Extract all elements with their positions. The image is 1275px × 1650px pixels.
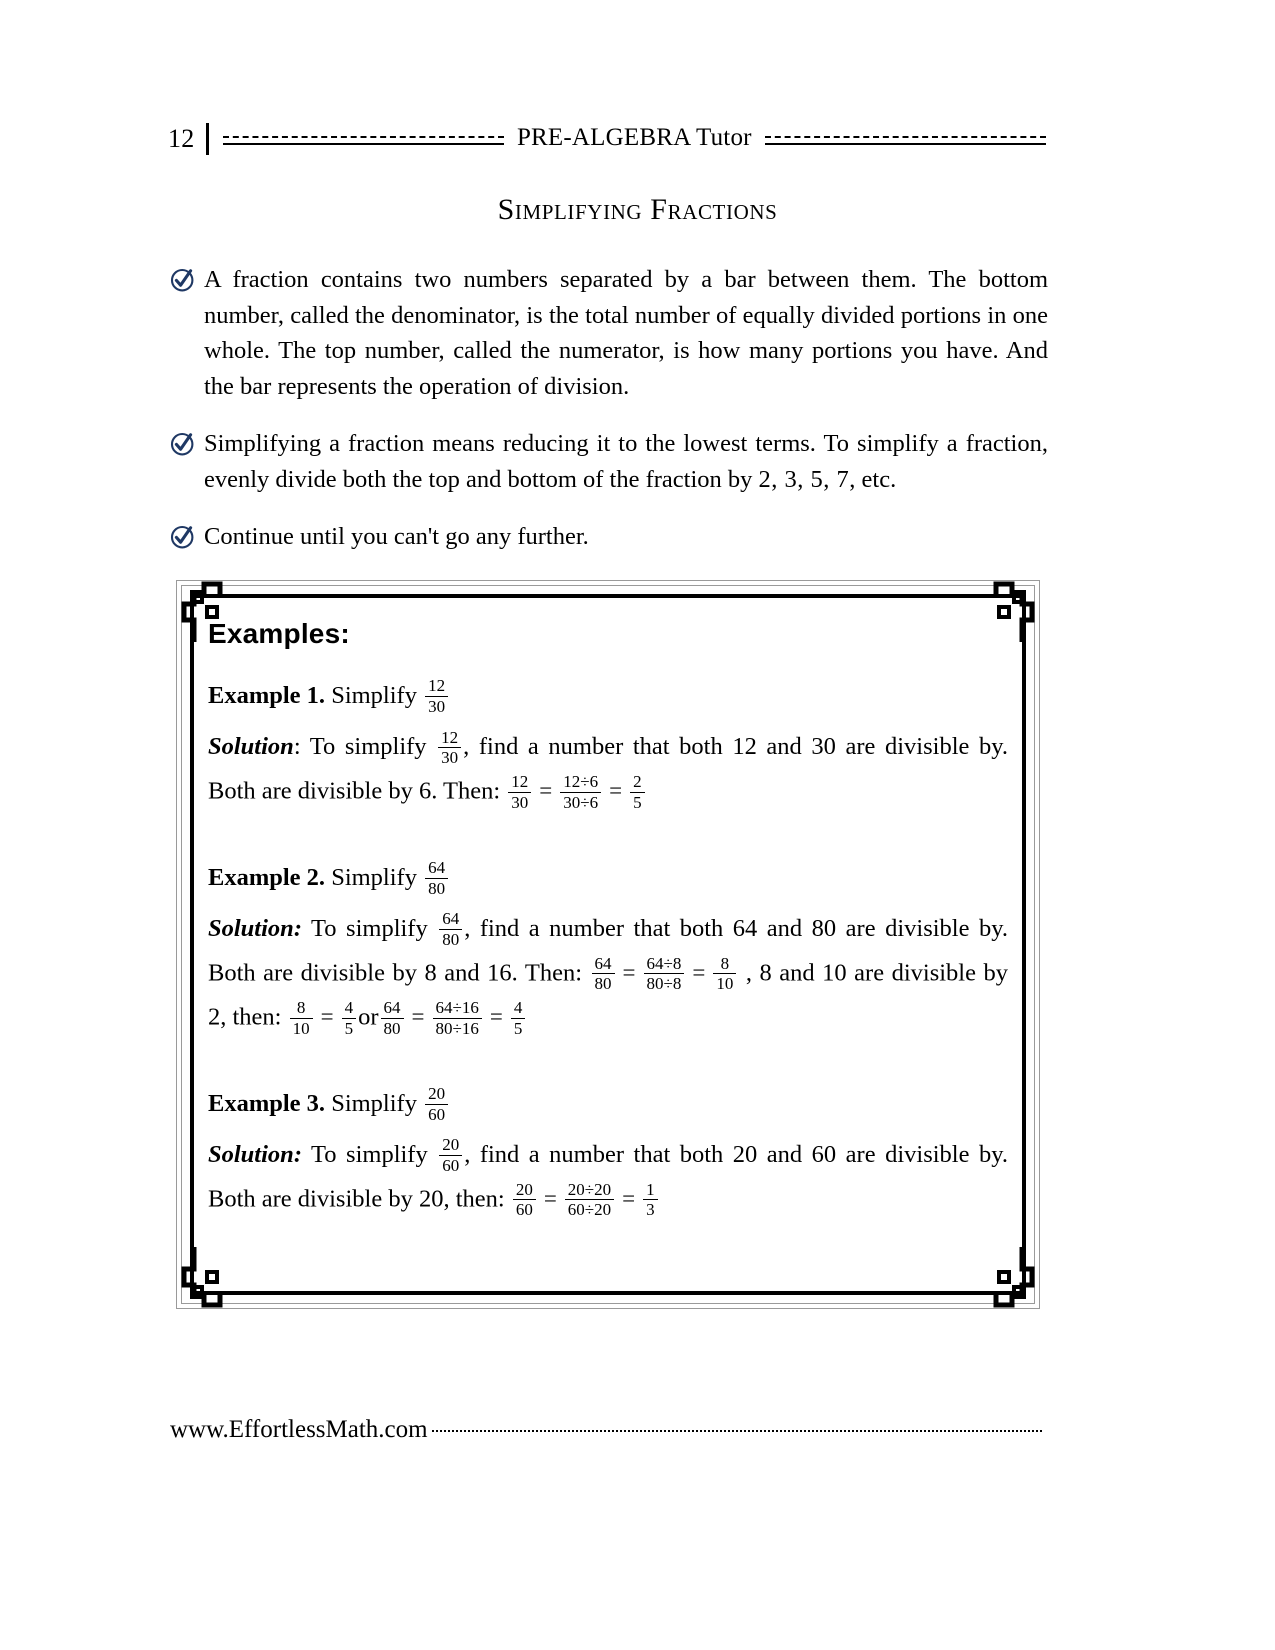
equals-sign: = — [411, 1004, 425, 1030]
bullet-list — [170, 262, 1048, 577]
fraction-denominator: 80 — [383, 1018, 401, 1038]
fraction-numerator: 64÷16 — [433, 999, 482, 1019]
spacer — [208, 1054, 1008, 1084]
fraction — [630, 773, 645, 812]
page-header — [168, 118, 1046, 160]
solution-label: Solution — [208, 733, 294, 761]
fraction-numerator: 64÷8 — [644, 955, 685, 975]
fraction-denominator: 10 — [292, 1018, 310, 1038]
check-circle-icon — [170, 262, 204, 293]
fraction — [381, 999, 404, 1038]
example-title — [208, 1084, 1008, 1125]
fraction-numerator: 12 — [438, 729, 461, 749]
fraction-denominator: 10 — [716, 974, 734, 994]
fraction-denominator: 5 — [344, 1018, 354, 1038]
equals-sign: = — [609, 778, 623, 804]
fraction — [425, 1085, 448, 1124]
equals-sign: = — [543, 1185, 557, 1211]
example-prompt: Simplify — [331, 682, 417, 709]
fraction-numerator: 64 — [439, 910, 462, 930]
footer-dotted-leader — [432, 1430, 1042, 1432]
fraction-numerator: 64 — [425, 859, 448, 879]
example-label: Example 1. — [208, 682, 326, 709]
fraction-denominator: 60 — [442, 1156, 460, 1176]
equation-conjunction: or — [358, 1003, 379, 1031]
example-prompt: Simplify — [331, 863, 417, 891]
fraction-denominator: 80÷8 — [646, 974, 682, 994]
example-solution — [208, 907, 1008, 1040]
example-solution — [208, 725, 1008, 813]
fraction-denominator: 5 — [633, 792, 642, 812]
solution-lead: To simplify — [301, 914, 438, 942]
examples-content — [208, 618, 1008, 1287]
bullet-text-part2: , etc. — [849, 465, 897, 493]
solution-label: Solution — [208, 1140, 294, 1168]
fraction-numerator: 8 — [290, 999, 313, 1019]
equals-sign: = — [622, 959, 636, 985]
fraction-denominator: 30 — [428, 697, 446, 717]
fraction — [425, 677, 448, 716]
bullet-text — [204, 426, 1048, 497]
fraction — [508, 773, 531, 812]
list-item — [170, 519, 1048, 555]
fraction-numerator: 4 — [511, 999, 526, 1019]
solution-colon: : — [293, 914, 302, 942]
fraction — [439, 910, 462, 949]
fraction-denominator: 3 — [646, 1200, 655, 1220]
fraction-numerator: 12÷6 — [560, 773, 601, 793]
fraction — [713, 955, 736, 994]
solution-tail: , 8 and 10 are divisible by 2, then: — [208, 959, 1008, 1031]
fraction — [592, 955, 615, 994]
fraction — [513, 1181, 536, 1220]
check-circle-icon — [170, 519, 204, 550]
equals-sign: = — [539, 778, 553, 804]
fraction-numerator: 20 — [513, 1181, 536, 1201]
fraction-denominator: 30 — [441, 748, 459, 768]
fraction-numerator: 8 — [713, 955, 736, 975]
fraction-denominator: 80÷16 — [435, 1018, 479, 1038]
fraction — [438, 729, 461, 768]
fraction — [560, 773, 601, 812]
equals-sign: = — [320, 1004, 334, 1030]
fraction — [643, 1181, 658, 1220]
fraction-numerator: 64 — [592, 955, 615, 975]
solution-lead: To simplify — [301, 1140, 438, 1168]
bullet-text: A fraction contains two numbers separated by a bar between them. The bottom number, called the denominator, is the total number of equally divided portions in one whole. The top number, called the numerator, is how many portions you have. And the bar represents the operation of division. — [204, 266, 1048, 400]
solution-colon: : — [293, 733, 301, 761]
examples-box — [168, 572, 1048, 1317]
bullet-text-part1: Simplifying a fraction means reducing it to the lowest terms. To simplify a fraction, evenly divide both the top and bottom of the fraction by — [204, 430, 1048, 493]
fraction-denominator: 80 — [428, 878, 446, 898]
fraction-denominator: 80 — [594, 974, 612, 994]
fraction-numerator: 20÷20 — [565, 1181, 614, 1201]
example-label: Example 2. — [208, 863, 326, 891]
example-title — [208, 676, 1008, 717]
fraction-denominator: 30÷6 — [563, 792, 599, 812]
list-item — [170, 426, 1048, 497]
equals-sign: = — [622, 1185, 636, 1211]
equals-sign: = — [489, 1004, 503, 1030]
fraction-numerator: 64 — [381, 999, 404, 1019]
fraction-denominator: 80 — [442, 929, 460, 949]
example-block-2 — [208, 858, 1008, 1040]
example-solution — [208, 1133, 1008, 1221]
fraction-denominator: 60 — [428, 1104, 446, 1124]
header-rule-right — [765, 136, 1046, 145]
example-block-1 — [208, 676, 1008, 814]
footer-url[interactable]: www.EffortlessMath.com — [170, 1416, 428, 1443]
fraction-numerator: 12 — [508, 773, 531, 793]
fraction — [644, 955, 685, 994]
fraction — [433, 999, 482, 1038]
fraction-denominator: 60÷20 — [567, 1200, 612, 1220]
fraction-numerator: 2 — [630, 773, 645, 793]
solution-mid: , find a number that both 12 and 30 are divisible by. Both are divisible by 6. Then: — [208, 733, 1009, 805]
spacer — [208, 828, 1008, 858]
example-block-3 — [208, 1084, 1008, 1222]
fraction — [511, 999, 526, 1038]
solution-label: Solution — [208, 914, 294, 942]
solution-mid: , find a number that both 64 and 80 are divisible by. Both are divisible by 8 and 16. Then: — [208, 914, 1008, 987]
fraction — [290, 999, 313, 1038]
example-title — [208, 858, 1008, 899]
fraction-numerator: 1 — [643, 1181, 658, 1201]
fraction-denominator: 5 — [513, 1018, 523, 1038]
page-title: Simplifying Fractions — [497, 193, 778, 226]
page-footer — [170, 1416, 1042, 1444]
header-rule-left — [223, 136, 504, 145]
fraction — [565, 1181, 614, 1220]
solution-colon: : — [293, 1140, 302, 1168]
solution-mid: , find a number that both 20 and 60 are divisible by. Both are divisible by 20, then: — [208, 1140, 1008, 1213]
check-circle-icon — [170, 426, 204, 457]
solution-lead: To simplify — [300, 733, 437, 761]
list-item — [170, 262, 1048, 404]
page-number: 12 — [168, 124, 195, 153]
fraction-numerator: 20 — [425, 1085, 448, 1105]
bullet-text: Continue until you can't go any further. — [204, 523, 589, 550]
example-label: Example 3. — [208, 1089, 326, 1117]
fraction-denominator: 60 — [515, 1200, 533, 1220]
fraction-numerator: 4 — [342, 999, 357, 1019]
example-prompt: Simplify — [331, 1089, 417, 1117]
examples-heading: Examples: — [208, 618, 350, 649]
fraction-numerator: 20 — [439, 1136, 462, 1156]
fraction-denominator: 30 — [511, 792, 529, 812]
fraction — [425, 859, 448, 898]
header-vertical-rule — [206, 123, 209, 155]
fraction-numerator: 12 — [425, 677, 448, 697]
fraction — [342, 999, 357, 1038]
bullet-divisor-numbers: 2, 3, 5, 7 — [758, 465, 850, 493]
fraction — [439, 1136, 462, 1175]
equals-sign: = — [692, 959, 706, 985]
book-title: PRE-ALGEBRA Tutor — [516, 124, 752, 151]
